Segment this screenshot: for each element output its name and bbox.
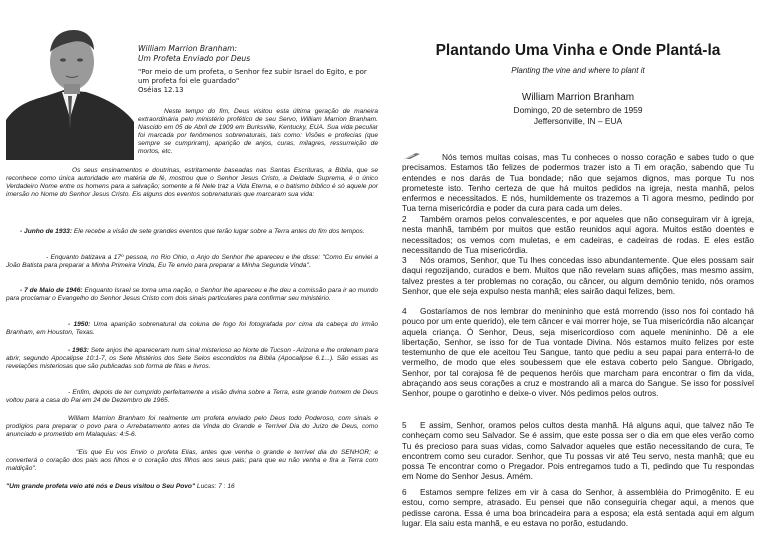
event-6-text: - Enfim, depois de ter cumprido perfeitamente a visão divina sobre a Terra, este grande homem de Deus voltou para a casa do Pai em 24 de Dezembro de 1965. bbox=[6, 389, 378, 405]
paragraph-4-number: 4 bbox=[402, 306, 407, 316]
paragraph-3 bbox=[402, 255, 754, 296]
sermon-title: Plantando Uma Vinha e Onde Plantá-la bbox=[435, 42, 721, 59]
sermon-date-block bbox=[402, 105, 754, 126]
sermon-author: William Marrion Branham bbox=[521, 92, 635, 103]
sermon-date: Domingo, 20 de setembro de 1959 bbox=[513, 105, 643, 115]
paragraph-5-text: E assim, Senhor, oramos pelos cultos desta manhã. Há alguns aqui, que talvez não Te conheçam como seu Salvador. Se é assim, que este possa ser o dia em que eles verão como Tu és precioso para suas vidas, como Salvador aqueles que estão necessitando de cura, Te encontrem como seu curador. Senhor, que Tu possas vir até Teu servo, nesta manhã; que eu possa Te encontrar como o Pregador. Pois entregamos tudo a Ti, pedindo que Tu respondas em Nome do Senhor Jesus. Amém. bbox=[402, 420, 754, 482]
event-1-text: Ele recebe a visão de sete grandes eventos que terão lugar sobre a Terra antes do fim dos tempos. bbox=[72, 228, 365, 235]
paragraph-6-text: Estamos sempre felizes em vir à casa do Senhor, à assembléia do Primogênito. E eu estou, como sempre, atrasado. Eu pensei que não conseguiria chegar aqui, a menos que pedisse carona. Essa é uma boa brincadeira para a esposa; ela está sentada aqui em algum lugar. Ela saiu esta manhã, e eu estava no porão, estudando. bbox=[402, 487, 754, 528]
sermon-subtitle: Planting the vine and where to plant it bbox=[511, 66, 645, 75]
paragraph-5 bbox=[402, 420, 754, 482]
paragraph-3-text: Nós oramos, Senhor, que Tu lhes concedas isso abundantemente. Que eles possam sair daqui regozijando, curados e bem. Muitos que não revelam suas aflições, mas mesmo assim, talvez prestes a ter problemas no coração, ou câncer, ou algum demônio tenido, nós oramos Senhor, que ele seja expulso nesta manhã; eles sairão daqui felizes, bem. bbox=[402, 255, 754, 296]
final-quote: "Um grande profeta veio até nós e Deus visitou o Seu Povo" bbox=[6, 483, 196, 490]
paragraph-5-number: 5 bbox=[402, 420, 407, 430]
header-tagline: Um Profeta Enviado por Deus bbox=[138, 54, 251, 63]
bio-paragraph-2: Os seus ensinamentos e doutrinas, estritamente baseadas nas Santas Escrituras, a Bíblia, que se reconhece como única autoridade em matéria de fé, mostrou que o Senhor Jesus Cristo, a Deidade Suprema, é o único Verdadeiro Nome entre os homens para a salvação; somente a fé Nele traz a Vida Eterna, e o batismo bíblico é só aquele por imersão no Nome do Senhor Jesus Cristo. Eis alguns dos eventos sobrenaturais que marcaram sua vida: bbox=[6, 167, 378, 199]
event-6 bbox=[6, 389, 378, 405]
header-author-name: William Marrion Branham: bbox=[138, 44, 238, 53]
header-quote-text: "Por meio de um profeta, o Senhor fez subir Israel do Egito, e por um profeta foi ele guardado" bbox=[138, 68, 367, 85]
paragraph-2 bbox=[402, 214, 754, 255]
event-1 bbox=[6, 228, 378, 236]
paragraph-4 bbox=[402, 306, 754, 399]
paragraph-3-number: 3 bbox=[402, 255, 407, 265]
paragraph-1 bbox=[402, 152, 754, 214]
portrait-photo bbox=[6, 0, 134, 160]
header-quote-block bbox=[138, 68, 378, 95]
event-3 bbox=[6, 287, 378, 303]
event-4-date: - 1950: bbox=[68, 321, 91, 328]
paragraph-6-number: 6 bbox=[402, 487, 407, 497]
event-4 bbox=[6, 321, 378, 337]
event-5-text: Sete anjos lhe apareceram num sinal misterioso ao Norte de Tucson - Arizona e lhe ordenam para abrir, segundo Apocalipse 10:1-7, os Sete Mistérios dos Sete Selos escondidos na Bíblia (Apocalipse 6.1...). São essas as revelações misteriosas que são publicadas sob forma de fitas e livros. bbox=[6, 347, 378, 371]
event-4-text: Uma aparição sobrenatural da coluna de fogo foi fotografada por cima da cabeça do irmão Branham, em Houston, Texas. bbox=[6, 321, 378, 337]
right-page bbox=[402, 0, 754, 548]
paragraph-2-number: 2 bbox=[402, 214, 407, 224]
paragraph-1-text: Nós temos muitas coisas, mas Tu conheces o nosso coração e sabes tudo o que precisamos. Estamos tão felizes de podermos trazer isto a Ti em oração, sabendo que Tu entendes e nos darás de Tua bondade; não que sejamos dignos, mas porque Tu nos prometeste isto. Tenho certeza de que há muitos pedidos na igreja, nesta manhã, pelos enfermos e necessitados. E nós, humildemente os trazemos a Ti agora mesmo, pedindo por Tua terna misericórdia e poder da cura para cada um deles. bbox=[402, 152, 754, 214]
event-2-text: - Enquanto batizava a 17º pessoa, no Rio Ohio, o Anjo do Senhor lhe apareceu e lhe disse: "Como Eu enviei a João Batista para preparar a Minha Primeira Vinda, Eu Te envio para preparar a Minha Segunda Vinda". bbox=[6, 254, 378, 270]
header-author-block bbox=[138, 44, 250, 64]
event-3-date: - 7 de Maio de 1946: bbox=[20, 287, 83, 294]
event-5-date: - 1963: bbox=[68, 347, 89, 354]
portrait-image bbox=[6, 0, 134, 160]
event-5 bbox=[6, 347, 378, 371]
closing-paragraph-1: William Marrion Branham foi realmente um profeta enviado pelo Deus todo Poderoso, com sinais e prodígios para preparar o povo para o Arrebatamento antes da Vinda do Grande e Terrível Dia do Juízo de Deus, como anunciado e prometido em Malaquias: 4:5-6. bbox=[6, 415, 378, 439]
final-quote-ref: Lucas: 7 : 16 bbox=[195, 483, 235, 490]
header-quote-ref: Oséias 12.13 bbox=[138, 86, 184, 94]
final-quote-line bbox=[6, 483, 378, 491]
paragraph-6 bbox=[402, 487, 754, 528]
bio-paragraph-1: Neste tempo do fim, Deus visitou esta última geração de maneira extraordinária pelo ministério profético de seu Servo, William Marrion Branham. Nascido em 05 de Abril de 1909 em Burksville, Kentucky, EUA. Sua vida peculiar foi marcada por fenômenos sobrenaturais, tais como: Visões e profecias (que sempre se cumpriram), aparição de anjos, curas, milagres, ressurreição de mortos, etc. bbox=[138, 108, 378, 156]
paragraph-4-text: Gostaríamos de nos lembrar do menininho que está morrendo (isso nos foi contado há pouco por um ente querido), ele tem câncer e vai morrer hoje, se Tua misericórdia não alcançar aquela criança. Ó Senhor, Deus, seja misericordioso com aquele menininho. Dê a ele libertação, Senhor, se isso for de Tua vontade Divina. Nós estamos muito felizes por este testemunho de que ele aceitou Teu Sangue, tanto que pediu a seu papai para enterrá-lo de vermelho, de modo que eles soubessem que ele estava coberto pelo Sangue. Obrigado, Senhor, por tal corajosa fé de pequenos heróis que marcham para encontrar o fim da vida, abraçando aos seus corações a cruz e mostrando ali a marca do Sangue. Se isso for possível Senhor, poupe o garotinho e deixe-o viver. Nós pedimos pelos outros. bbox=[402, 306, 754, 399]
event-3-text: Enquanto Israel se torna uma nação, o Senhor lhe apareceu e lhe deu a comissão para ir ao mundo para proclamar o Evangelho do Senhor Jesus Cristo com dois sinais particulares para confirmar seu ministério. bbox=[6, 287, 379, 303]
event-2 bbox=[6, 254, 378, 270]
sermon-place: Jeffersonville, IN – EUA bbox=[533, 115, 623, 126]
event-1-date: - Junho de 1933: bbox=[20, 228, 73, 235]
closing-paragraph-2: "Eis que Eu vos Envio o profeta Elias, antes que venha o grande e terrível dia do SENHOR; e converterá o coração dos pais aos filhos e o coração dos filhos aos seus pais; para que eu não venha e fira a Terra com maldição". bbox=[6, 449, 378, 473]
paragraph-2-text: Também oramos pelos convalescentes, e por aqueles que não conseguiram vir à igreja, nesta manhã, também por muitos que estão reunidos aqui agora. Muitos estão doentes e necessitados; os vemos com muletas, e em cadeiras, e cadeiras de rodas. E eles estão necessitando de Tua misericórdia. bbox=[402, 214, 754, 255]
